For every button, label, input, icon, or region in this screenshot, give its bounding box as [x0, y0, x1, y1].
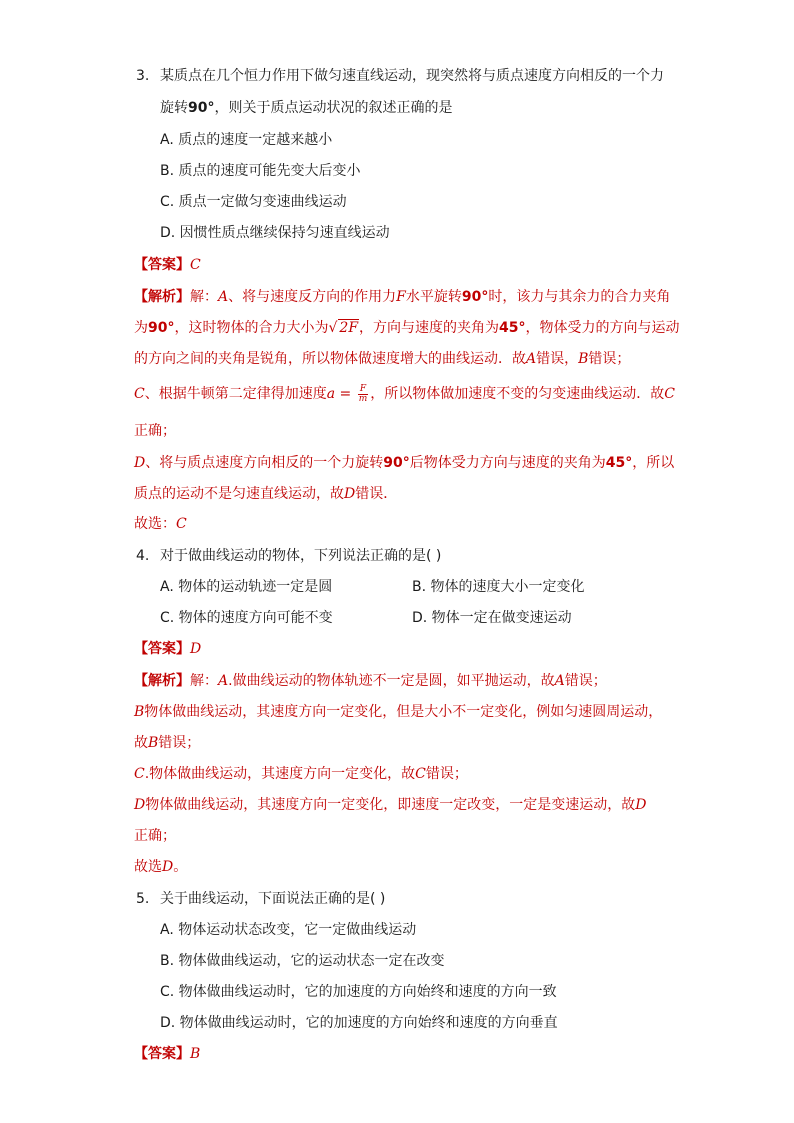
q4-analysis-line-1: 【解析】解：A.做曲线运动的物体轨迹不一定是圆，如平抛运动，故A错误；: [134, 673, 607, 689]
q4-analysis-line-5: D物体做曲线运动，其速度方向一定变化，即速度一定改变，一定是变速运动，故D: [134, 797, 647, 813]
q3-answer: [134, 255, 201, 275]
answer-tag: 【答案】: [134, 1046, 190, 1062]
q3-analysis-line-8: 故选：C: [134, 516, 187, 532]
q5-option-b[interactable]: B. 物体做曲线运动，它的运动状态一定在改变: [160, 953, 445, 969]
q5-option-c[interactable]: C. 物体做曲线运动时，它的加速度的方向始终和速度的方向一致: [160, 984, 557, 1000]
q3-analysis-line-3: 的方向之间的夹角是锐角，所以物体做速度增大的曲线运动．故A错误，B错误；: [134, 351, 631, 367]
q3-analysis-line-6: D、将与质点速度方向相反的一个力旋转90°后物体受力方向与速度的夹角为45°，所以: [134, 455, 675, 471]
q5-answer: [134, 1044, 200, 1064]
q3-option-b[interactable]: B. 质点的速度可能先变大后变小: [160, 163, 361, 179]
analysis-tag: 【解析】: [134, 289, 190, 305]
answer-value: D: [190, 641, 202, 657]
answer-tag: 【答案】: [134, 257, 190, 273]
q3-analysis-line-4: C、根据牛顿第二定律得加速度a = $\frac{F}{m}$ ，所以物体做加速度不变的匀变速曲线运动．故C: [134, 383, 675, 404]
q3-analysis-line-7: 质点的运动不是匀速直线运动，故D错误．: [134, 486, 398, 502]
q4-option-d[interactable]: D. 物体一定在做变速运动: [412, 610, 572, 626]
q3-analysis-line-2: 为90°，这时物体的合力大小为√ 2F，方向与速度的夹角为45°，物体受力的方向与运动: [134, 320, 680, 336]
q4-stem: 4. 对于做曲线运动的物体，下列说法正确的是( ): [136, 548, 442, 564]
q4-analysis-line-2: B物体做曲线运动，其速度方向一定变化，但是大小不一定变化，例如匀速圆周运动，: [134, 704, 663, 720]
sqrt-symbol: √: [328, 320, 338, 336]
q4-analysis-line-7: 故选D。: [134, 859, 188, 875]
q3-analysis-line-5: 正确；: [134, 423, 176, 439]
q4-analysis-line-6: 正确；: [134, 828, 176, 844]
q3-stem-line-1: 3. 某质点在几个恒力作用下做匀速直线运动，现突然将与质点速度方向相反的一个力: [136, 68, 664, 84]
q4-number: 4.: [136, 548, 150, 564]
fraction-f-over-m: $\frac{F}{m}$: [358, 383, 368, 404]
q3-number: 3.: [136, 68, 150, 84]
q4-option-a[interactable]: A. 物体的运动轨迹一定是圆: [160, 579, 333, 595]
q5-number: 5.: [136, 891, 150, 907]
q3-option-c[interactable]: C. 质点一定做匀变速曲线运动: [160, 194, 347, 210]
q4-option-b[interactable]: B. 物体的速度大小一定变化: [412, 579, 585, 595]
q4-analysis-line-4: C.物体做曲线运动，其速度方向一定变化，故C错误；: [134, 766, 468, 782]
q5-option-a[interactable]: A. 物体运动状态改变，它一定做曲线运动: [160, 922, 417, 938]
answer-value: C: [190, 257, 201, 273]
q5-option-d[interactable]: D. 物体做曲线运动时，它的加速度的方向始终和速度的方向垂直: [160, 1015, 558, 1031]
q3-option-a[interactable]: A. 质点的速度一定越来越小: [160, 132, 333, 148]
analysis-tag: 【解析】: [134, 673, 190, 689]
q4-option-c[interactable]: C. 物体的速度方向可能不变: [160, 610, 333, 626]
q3-option-d[interactable]: D. 因惯性质点继续保持匀速直线运动: [160, 225, 390, 241]
q5-stem: 5. 关于曲线运动，下面说法正确的是( ): [136, 891, 386, 907]
q3-stem-line-2: 旋转90°，则关于质点运动状况的叙述正确的是: [160, 100, 453, 116]
answer-tag: 【答案】: [134, 641, 190, 657]
q3-analysis-line-1: 【解析】解：A、将与速度反方向的作用力F水平旋转90°时，该力与其余力的合力夹角: [134, 289, 671, 305]
q4-analysis-line-3: 故B错误；: [134, 735, 201, 751]
q4-answer: [134, 639, 201, 659]
answer-value: B: [190, 1046, 201, 1062]
